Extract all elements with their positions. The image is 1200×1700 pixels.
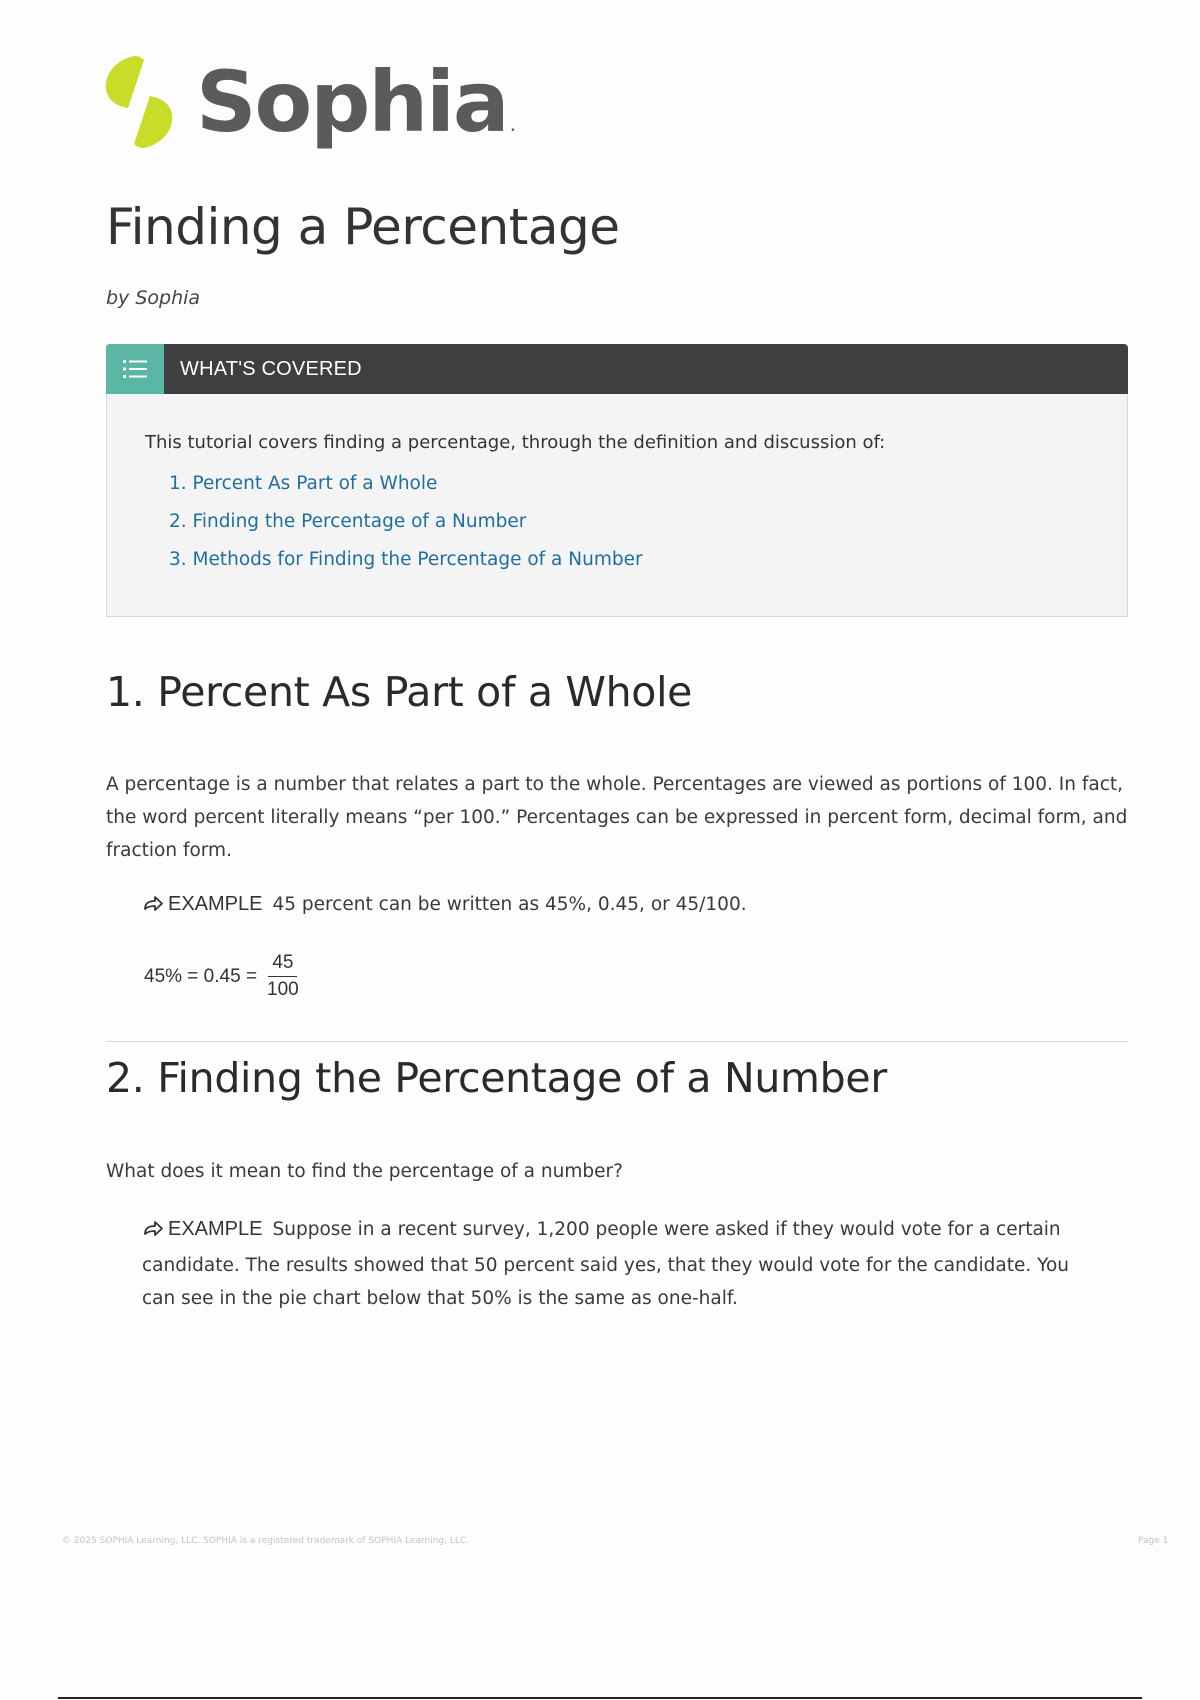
example-2-text: Suppose in a recent survey, 1,200 people were asked if they would vote for a certain candidate. The results showed that 50 percent said yes, that they would vote for the candidate. You can see in the pie chart below that 50% is the same as one-half. <box>142 1219 1070 1309</box>
footer-copyright: © 2025 SOPHIA Learning, LLC. SOPHIA is a registered trademark of SOPHIA Learning, LLC. <box>62 1536 470 1546</box>
example-2 <box>142 1213 1102 1315</box>
section-1-paragraph: A percentage is a number that relates a part to the whole. Percentages are viewed as portions of 100. In fact, the word percent literally means “per 100.” Percentages can be expressed in percent form, decimal form, and fraction form. <box>106 774 1128 861</box>
section-divider <box>106 1041 1128 1042</box>
covered-list <box>145 473 1127 571</box>
footer-page-number: Page 1 <box>1138 1536 1169 1546</box>
fraction-numerator: 45 <box>268 952 297 977</box>
example-arrow-icon <box>142 891 164 924</box>
equation-lhs: 45% = 0.45 = <box>144 965 258 987</box>
example-1 <box>142 888 1102 924</box>
byline: by Sophia <box>106 287 201 309</box>
whats-covered-title: WHAT'S COVERED <box>180 357 362 380</box>
covered-link-3[interactable]: 3. Methods for Finding the Percentage of a Number <box>169 549 643 570</box>
sophia-logo-icon <box>104 54 174 150</box>
percent-equation <box>144 952 303 1001</box>
logo-dot: . <box>509 112 516 136</box>
equation-fraction <box>263 952 303 1001</box>
whats-covered-header <box>106 344 1128 394</box>
example-2-label: EXAMPLE <box>168 1218 263 1240</box>
section-2-heading: 2. Finding the Percentage of a Number <box>106 1054 887 1102</box>
logo-wordmark: Sophia <box>196 53 508 151</box>
page-title: Finding a Percentage <box>106 198 620 256</box>
sophia-logo <box>104 54 516 150</box>
section-2-paragraph: What does it mean to find the percentage of a number? <box>106 1161 623 1182</box>
example-arrow-icon <box>142 1216 164 1249</box>
list-icon <box>106 344 164 394</box>
fraction-denominator: 100 <box>267 979 299 1000</box>
example-1-text: 45 percent can be written as 45%, 0.45, or 45/100. <box>272 894 747 915</box>
covered-link-1[interactable]: 1. Percent As Part of a Whole <box>169 473 438 494</box>
section-1-heading: 1. Percent As Part of a Whole <box>106 668 693 716</box>
whats-covered-box <box>106 344 1128 617</box>
bottom-rule <box>58 1697 1142 1699</box>
example-1-label: EXAMPLE <box>168 893 263 915</box>
covered-link-2[interactable]: 2. Finding the Percentage of a Number <box>169 511 527 532</box>
covered-intro: This tutorial covers finding a percentage, through the definition and discussion of: <box>145 432 886 453</box>
whats-covered-body <box>106 394 1128 617</box>
